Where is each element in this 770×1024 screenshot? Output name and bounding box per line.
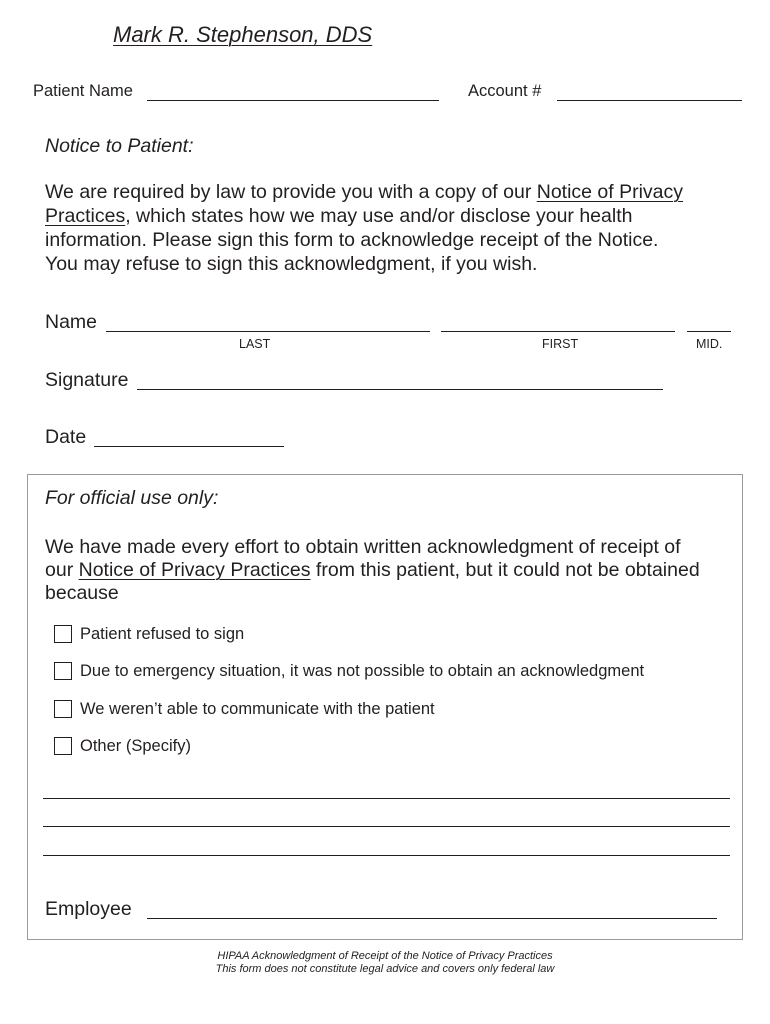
option-other-label: Other (Specify) — [80, 736, 191, 755]
checkbox-other[interactable] — [54, 737, 72, 755]
checkbox-refused[interactable] — [54, 625, 72, 643]
specify-line-1[interactable] — [43, 798, 730, 799]
date-label: Date — [45, 426, 87, 448]
specify-line-2[interactable] — [43, 826, 730, 827]
notice-line-1: We are required by law to provide you with a copy of our — [45, 181, 537, 203]
official-use-heading: For official use only: — [45, 487, 219, 509]
patient-name-label: Patient Name — [33, 82, 133, 100]
option-emergency-label: Due to emergency situation, it was not possible to obtain an acknowledgment — [80, 661, 645, 680]
official-line-2-pre: our — [45, 559, 79, 581]
last-caption: LAST — [239, 337, 271, 351]
signature-label: Signature — [45, 369, 129, 391]
option-refused-label: Patient refused to sign — [80, 624, 245, 643]
practice-name: Mark R. Stephenson, DDS — [113, 22, 373, 47]
specify-line-3[interactable] — [43, 855, 730, 856]
footer-disclaimer: This form does not constitute legal advice and covers only federal law — [215, 963, 555, 975]
notice-line-3: information. Please sign this form to acknowledge receipt of the Notice. — [45, 229, 659, 251]
patient-name-field[interactable] — [147, 100, 439, 101]
name-label: Name — [45, 311, 98, 333]
checkbox-communicate[interactable] — [54, 700, 72, 718]
option-communicate-label: We weren’t able to communicate with the patient — [80, 699, 435, 718]
notice-heading: Notice to Patient: — [45, 135, 194, 157]
official-line-3: because — [45, 582, 119, 604]
official-text — [45, 536, 745, 605]
notice-of-privacy-practices-link: Notice of Privacy Practices — [78, 559, 311, 581]
account-number-field[interactable] — [557, 100, 742, 101]
employee-field[interactable] — [147, 918, 717, 919]
account-label: Account # — [468, 82, 542, 100]
signature-field[interactable] — [137, 389, 663, 390]
middle-initial-field[interactable] — [687, 331, 731, 332]
option-refused[interactable] — [54, 624, 244, 644]
official-line-1: We have made every effort to obtain written acknowledgment of receipt of — [45, 536, 681, 558]
employee-label: Employee — [45, 898, 132, 920]
notice-text — [45, 180, 745, 276]
first-caption: FIRST — [542, 337, 579, 351]
practices-link: Practices — [45, 205, 126, 227]
first-name-field[interactable] — [441, 331, 675, 332]
last-name-field[interactable] — [106, 331, 430, 332]
date-field[interactable] — [94, 446, 284, 447]
notice-line-2: , which states how we may use and/or disclose your health — [125, 205, 633, 227]
notice-line-4: You may refuse to sign this acknowledgment, if you wish. — [45, 253, 538, 275]
official-line-2-post: from this patient, but it could not be obtained — [310, 559, 700, 581]
checkbox-emergency[interactable] — [54, 662, 72, 680]
option-emergency[interactable] — [54, 661, 644, 681]
option-communicate[interactable] — [54, 699, 435, 719]
mid-caption: MID. — [696, 337, 723, 351]
option-other[interactable] — [54, 736, 191, 756]
footer-title: HIPAA Acknowledgment of Receipt of the Notice of Privacy Practices — [217, 950, 553, 962]
notice-of-privacy-link: Notice of Privacy — [536, 181, 684, 203]
